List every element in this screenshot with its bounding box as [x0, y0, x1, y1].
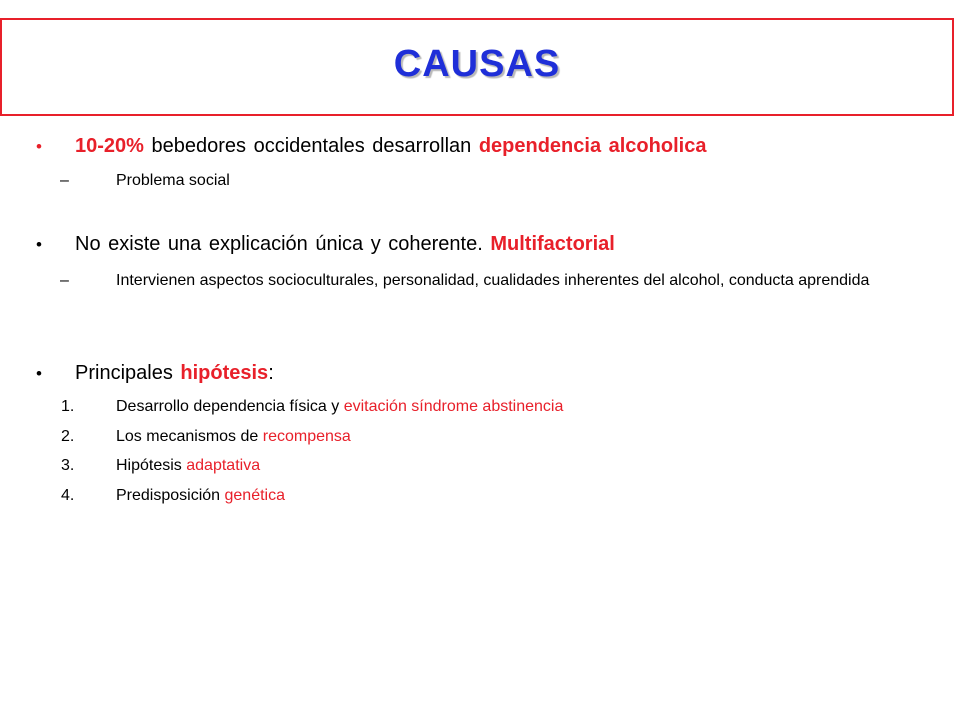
- percentage-highlight: 10-20%: [75, 135, 144, 157]
- numbered-item-highlight: genética: [224, 487, 285, 504]
- dependence-highlight: dependencia alcoholica: [478, 135, 707, 157]
- item-number: 2.: [61, 428, 75, 445]
- numbered-item-body: Predisposición: [116, 487, 225, 504]
- numbered-item-text: [116, 426, 932, 447]
- numbered-item-text: [116, 455, 932, 476]
- item-number: 4.: [61, 487, 75, 504]
- item-number: 3.: [61, 457, 75, 474]
- bullet-text: [75, 231, 940, 257]
- numbered-item-highlight: evitación síndrome abstinencia: [343, 398, 564, 415]
- sub-item-text: Intervienen aspectos socioculturales, personalidad, cualidades inherentes del alcohol, conducta aprendida: [116, 272, 870, 289]
- numbered-item-highlight: recompensa: [262, 428, 351, 445]
- numbered-item-body: Hipótesis: [116, 457, 187, 474]
- bullet-marker: •: [36, 137, 42, 156]
- bullet-text-suffix: :: [268, 362, 274, 384]
- numbered-item-text: [116, 485, 932, 506]
- bullet-text-body: Principales: [75, 362, 181, 384]
- bullet-text-body: bebedores occidentales desarrollan: [143, 135, 479, 157]
- numbered-item-body: Los mecanismos de: [116, 428, 263, 445]
- bullet-marker: •: [36, 364, 42, 383]
- dash-marker: –: [60, 172, 69, 189]
- numbered-item-highlight: adaptativa: [186, 457, 261, 474]
- numbered-item-text: [116, 396, 932, 417]
- dash-marker: –: [60, 272, 69, 289]
- bullet-text: [75, 360, 940, 386]
- sub-item-text: Problema social: [116, 172, 230, 189]
- item-number: 1.: [61, 398, 75, 415]
- bullet-marker: •: [36, 235, 42, 254]
- hypotheses-highlight: hipótesis: [180, 362, 269, 384]
- bullet-text-body: No existe una explicación única y coherente.: [75, 233, 491, 255]
- bullet-text: [75, 133, 940, 159]
- title-box: [0, 18, 954, 116]
- numbered-item-body: Desarrollo dependencia física y: [116, 398, 344, 415]
- slide-title: CAUSAS: [393, 42, 561, 85]
- multifactorial-highlight: Multifactorial: [490, 233, 615, 255]
